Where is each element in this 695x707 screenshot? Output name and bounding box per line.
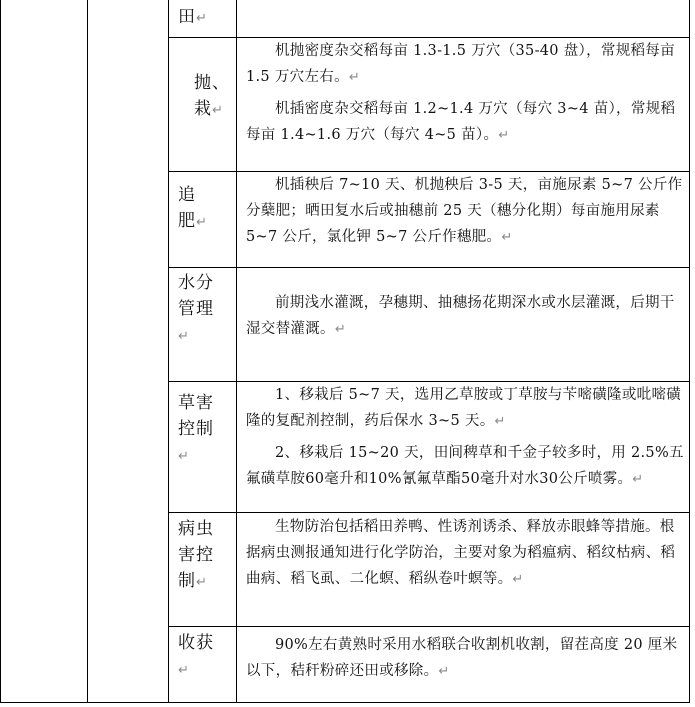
- table-border-col1: [87, 0, 88, 703]
- row-content: 生物防治包括稻田养鸭、性诱剂诱杀、释放赤眼蜂等措施。根据病虫测报通知进行化学防治，主要对象为稻瘟病、稻纹枯病、稻曲病、稻飞虱、二化螟、稻纵卷叶螟等。↵: [246, 519, 676, 587]
- table-border-col2: [168, 0, 169, 703]
- row-label: 水分管理↵: [178, 273, 214, 344]
- row-label: 草害控制↵: [178, 393, 214, 464]
- row-divider: [168, 512, 690, 513]
- table-border-bottom: [0, 702, 690, 703]
- row-label: 病虫害控制↵: [178, 519, 214, 591]
- table-border-left: [0, 0, 1, 703]
- row-content: 机抛密度杂交稻每亩 1.3-1.5 万穴（35-40 盘），常规稻每亩 1.5 万穴左右。↵ 机插密度杂交稻每亩 1.2~1.4 万穴（每穴 3~4 苗），常规稻每亩 1.4~1.6 万穴（每穴 4~5 苗）。↵: [246, 43, 676, 143]
- row-content: 1、移栽后 5~7 天，选用乙草胺或丁草胺与苄嘧磺隆或吡嘧磺隆的复配剂控制，药后保水 3~5 天。↵ 2、移栽后 15~20 天，田间稗草和千金子较多时，用 2.5%五氟磺草胺60毫升和10%氰氟草酯50毫升对水30公斤喷雾。↵: [246, 387, 684, 487]
- row-content: 90%左右黄熟时采用水稻联合收割机收割，留茬高度 20 厘米以下，秸秆粉碎还田或移除。↵: [246, 637, 678, 679]
- table-border-right: [689, 0, 690, 703]
- row-label: 收获↵: [178, 633, 214, 678]
- row-label: 抛、栽↵: [194, 73, 230, 119]
- row-divider: [168, 267, 690, 268]
- row-label: 田↵: [178, 7, 208, 27]
- row-label: 追肥↵: [178, 185, 208, 231]
- row-content: 前期浅水灌溉，孕穗期、抽穗扬花期深水或水层灌溉，后期干湿交替灌溉。↵: [246, 295, 675, 337]
- row-content: 机插秧后 7~10 天、机抛秧后 3-5 天，亩施尿素 5~7 公斤作分蘖肥；晒田复水后或抽穗前 25 天（穗分化期）每亩施用尿素 5~7 公斤，氯化钾 5~7 公斤作穗肥。↵: [246, 177, 683, 245]
- row-divider: [168, 626, 690, 627]
